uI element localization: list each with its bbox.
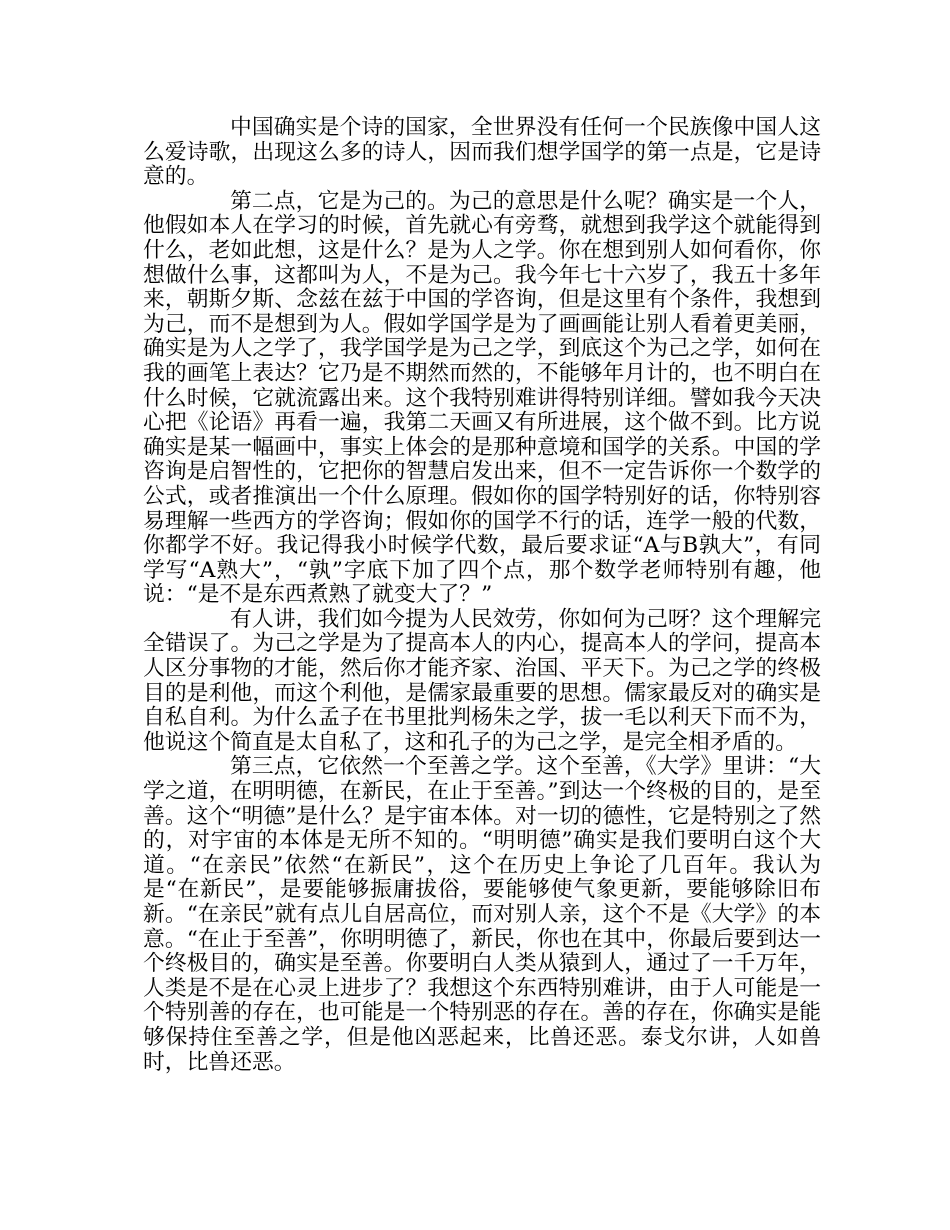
- document-page: [143, 116, 821, 1075]
- paragraph-for-oneself: 第二点，它是为己的。为己的意思是什么呢？确实是一个人，他假如本人在学习的时候，首先就心有旁骛，就想到我学这个就能得到什么，老如此想，这是什么？是为人之学。你在想到别人如何看你，你想做什么事，这都叫为人，不是为己。我今年七十六岁了，我五十多年来，朝斯夕斯、念兹在兹于中国的学咨询，但是这里有个条件，我想到为己，而不是想到为人。假如学国学是为了画画能让别人看着更美丽，确实是为人之学了，我学国学是为己之学，到底这个为己之学，如何在我的画笔上表达？它乃是不期然而然的，不能够年月计的，也不明白在什么时候，它就流露出来。这个我特别难讲得特别详细。譬如我今天决心把《论语》再看一遍，我第二天画又有所进展，这个做不到。比方说确实是某一幅画中，事实上体会的是那种意境和国学的关系。中国的学咨询是启智性的，它把你的智慧启发出来，但不一定告诉你一个数学的公式，或者推演出一个什么原理。假如你的国学特别好的话，你特别容易理解一些西方的学咨询；假如你的国学不行的话，连学一般的代数，你都学不好。我记得我小时候学代数，最后要求证“A与B孰大”，有同学写“A熟大”，“孰”字底下加了四个点，那个数学老师特别有趣，他说：“是不是东西煮熟了就变大了？”: [143, 188, 821, 608]
- paragraph-supreme-good: 第三点，它依然一个至善之学。这个至善，《大学》里讲：“大学之道，在明明德，在新民，在止于至善。”到达一个终极的目的，是至善。这个“明德”是什么？是宇宙本体。对一切的德性，它是特别之了然的，对宇宙的本体是无所不知的。“明明德”确实是我们要明白这个大道。“在亲民”依然“在新民”，这个在历史上争论了几百年。我认为是“在新民”，是要能够振庸拔俗，要能够使气象更新，要能够除旧布新。“在亲民”就有点儿自居高位，而对别人亲，这个不是《大学》的本意。“在止于至善”，你明明德了，新民，你也在其中，你最后要到达一个终极目的，确实是至善。你要明白人类从猿到人，通过了一千万年，人类是不是在心灵上进步了？我想这个东西特别难讲，由于人可能是一个特别善的存在，也可能是一个特别恶的存在。善的存在，你确实是能够保持住至善之学，但是他凶恶起来，比兽还恶。泰戈尔讲，人如兽时，比兽还恶。: [143, 754, 821, 1075]
- paragraph-serving-people: 有人讲，我们如今提为人民效劳，你如何为己呀？这个理解完全错误了。为己之学是为了提高本人的内心，提高本人的学问，提高本人区分事物的才能，然后你才能齐家、治国、平天下。为己之学的终极目的是利他，而这个利他，是儒家最重要的思想。儒家最反对的确实是自私自利。为什么孟子在书里批判杨朱之学，拔一毛以利天下而不为，他说这个简直是太自私了，这和孔子的为己之学，是完全相矛盾的。: [143, 606, 821, 755]
- paragraph-poetic: 中国确实是个诗的国家，全世界没有任何一个民族像中国人这么爱诗歌，出现这么多的诗人，因而我们想学国学的第一点是，它是诗意的。: [143, 115, 821, 190]
